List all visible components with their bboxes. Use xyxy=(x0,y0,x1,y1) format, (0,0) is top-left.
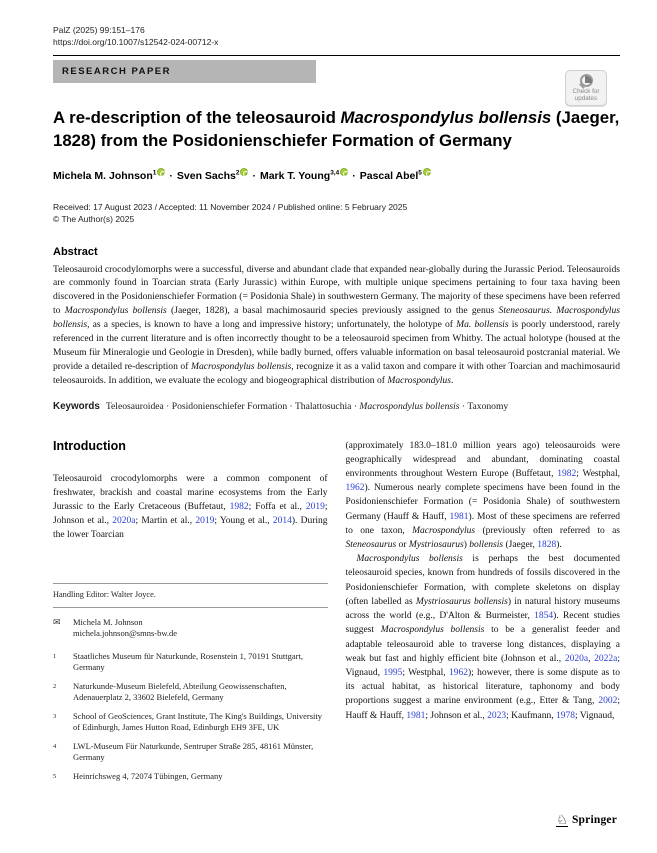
author-list: Michela M. Johnson$^1$ · Sven Sachs$^2$ · Mark T. Young$^{3,4}$ · Pascal Abel$^5$ xyxy=(53,169,620,182)
citation-link[interactable]: 1828 xyxy=(537,540,557,551)
affiliation-2: 2 Naturkunde-Museum Bielefeld, Abteilung Geowissenschaften, Adenauerplatz 2, 33602 Bielefeld, Germany xyxy=(53,680,287,703)
citation-link[interactable]: 1982 xyxy=(557,469,577,480)
citation-link[interactable]: 1995 xyxy=(383,667,403,678)
check-updates-label-2: updates xyxy=(574,95,598,102)
copyright-line: © The Author(s) 2025 xyxy=(53,213,135,224)
keywords-line xyxy=(53,401,620,412)
two-column-body xyxy=(53,439,620,790)
orcid-icon[interactable] xyxy=(157,168,165,176)
citation-link[interactable]: 1981 xyxy=(406,710,426,721)
left-column xyxy=(53,439,328,790)
author-1: Michela M. Johnson$^1$ xyxy=(53,170,165,182)
citation-link[interactable]: 1854 xyxy=(534,611,554,622)
right-column xyxy=(346,439,621,790)
publisher-footer xyxy=(556,813,617,827)
contact-email[interactable]: michela.johnson@smns-bw.de xyxy=(73,628,178,639)
citation-link[interactable]: 1962 xyxy=(345,483,365,494)
citation-link[interactable]: 2002 xyxy=(598,696,618,707)
footnote-rule-top xyxy=(53,583,328,584)
doi-link[interactable]: https://doi.org/10.1007/s12542-024-00712-x xyxy=(53,37,219,47)
publisher-name: Springer xyxy=(571,814,617,826)
citation-link[interactable]: 2022a xyxy=(594,653,618,664)
keywords-label: Keywords xyxy=(53,400,100,412)
citation-link[interactable]: 1978 xyxy=(555,710,575,721)
article-type-banner: RESEARCH PAPER xyxy=(53,60,316,83)
crossmark-icon xyxy=(580,74,593,87)
envelope-icon: ✉ xyxy=(53,616,61,627)
history-dates: Received: 17 August 2023 / Accepted: 11 November 2024 / Published online: 5 February 2025 xyxy=(53,201,408,212)
affiliation-3: 3 School of GeoSciences, Grant Institute, The King's Buildings, University of Edinburgh, James Hutton Road, Edinburgh EH9 3FE, UK xyxy=(53,710,323,733)
orcid-icon[interactable] xyxy=(240,168,248,176)
citation-link[interactable]: 2020a xyxy=(112,516,136,527)
orcid-icon[interactable] xyxy=(340,168,348,176)
affiliation-4: 4 LWL-Museum Für Naturkunde, Sentruper Straße 285, 48161 Münster, Germany xyxy=(53,740,314,763)
citation-link[interactable]: 2014 xyxy=(272,516,292,527)
affiliation-1: 1 Staatliches Museum für Naturkunde, Rosenstein 1, 70191 Stuttgart, Germany xyxy=(53,650,303,673)
footnote-block xyxy=(53,583,328,783)
citation-link[interactable]: 2019 xyxy=(305,502,325,513)
journal-reference: PalZ (2025) 99:151–176 xyxy=(53,25,145,35)
orcid-icon[interactable] xyxy=(423,168,431,176)
corresponding-author-block xyxy=(53,617,328,640)
contact-name: Michela M. Johnson xyxy=(73,616,143,627)
citation-link[interactable]: 1981 xyxy=(449,511,469,522)
citation-link[interactable]: 2023 xyxy=(487,710,507,721)
article-title: A re-description of the teleosauroid Macrospondylus bollensis (Jaeger, 1828) from the Posidonienschiefer Formation of Germany xyxy=(53,108,620,150)
citation-link[interactable]: 1962 xyxy=(449,667,468,678)
check-for-updates-button[interactable] xyxy=(565,70,607,106)
intro-paragraph-right-1: (approximately 183.0–181.0 million years ago) teleosauroids were geographically widespread and abundant, dominating coastal environments throughout Western Europe (Buffetaut, 1982; Westphal, 1962). Numerous nearly complete specimens have been found in the Posidonienschiefer Formation (= Posidonia Shale) of southwestern Germany (Hauff & Hauff, 1981). Most of these specimens are referred to one taxon, Macrospondylus (previously often referred to as Steneosaurus or Mystriosaurus) bollensis (Jaeger, 1828). xyxy=(345,440,620,551)
header-rule xyxy=(53,55,620,56)
citation-link[interactable]: 2019 xyxy=(195,516,215,527)
handling-editor-note: Handling Editor: Walter Joyce. xyxy=(53,589,156,599)
abstract-heading: Abstract xyxy=(53,245,98,258)
intro-paragraph-left: Teleosauroid crocodylomorphs were a common component of freshwater, brackish and coastal marine ecosystems from the Early Jurassic to the Early Cretaceous (Buffetaut, 1982; Foffa et al., 2019; Johnson et al., 2020a; Martin et al., 2019; Young et al., 2014). During the lower Toarcian xyxy=(53,473,328,541)
check-updates-label-1: Check for xyxy=(572,88,600,95)
author-3: Mark T. Young$^{3,4}$ xyxy=(260,170,348,182)
keywords-text: Teleosauroidea · Posidonienschiefer Formation · Thalattosuchia · Macrospondylus bollensis · Taxonomy xyxy=(105,400,509,412)
footnote-rule-bottom xyxy=(53,607,328,608)
springer-logo-icon: ♘ xyxy=(556,812,568,827)
affiliation-5: 5 Heinrichsweg 4, 72074 Tübingen, Germany xyxy=(53,770,223,781)
citation-link[interactable]: 1982 xyxy=(229,502,249,513)
intro-paragraph-right-2: Macrospondylus bollensis is perhaps the best documented teleosauroid species, known from hundreds of fossils discovered in the Posidonienschiefer Formation, with complete skeletons on display (often labelled as Mystriosaurus bollensis) in natural history museums across the world (e.g., D'Alton & Burmeister, 1854). Recent studies suggest Macrospondylus bollensis to be a generalist feeder and adaptable teleosauroid able to traverse long distances, displaying a weak but fast and highly efficient bite (Johnson et al., 2020a, 2022a; Vignaud, 1995; Westphal, 1962); however, there is some dispute as to its actual habitat, as historical literature, taphonomy and body proportions suggest a marine environment (e.g., Etter & Tang, 2002; Hauff & Hauff, 1981; Johnson et al., 2023; Kaufmann, 1978; Vignaud, xyxy=(345,554,620,721)
citation-link[interactable]: 2020a xyxy=(564,653,589,664)
author-4: Pascal Abel$^5$ xyxy=(360,170,431,182)
section-heading-introduction: Introduction xyxy=(53,438,126,453)
abstract-text: Teleosauroid crocodylomorphs were a successful, diverse and abundant clade that expanded near-globally during the Jurassic Period. Teleosauroids are commonly found in Toarcian strata (Early Jurassic) within Europe, with multiple unique specimens pertaining to four taxa having been discovered in the Posidonienschiefer Formation (= Posidonia Shale) in southwestern Germany. The majority of these specimens have been referred to Macrospondylus bollensis (Jaeger, 1828), a basal machimosaurid species previously assigned to the genus Steneosaurus. Macrospondylus bollensis, as a species, is known to have a long and impressive history; unfortunately, the holotype of Ma. bollensis is poorly understood, rarely referenced in the current literature and is often incorrectly thought to be a teleosauroid specimen from Whitby. The actual holotype (housed at the Museum für Mineralogie und Geologie in Dresden), while badly burned, offers valuable information on basal teleosauroid postcranial material. We provide a detailed re-description of Macrospondylus bollensis, recognize it as a valid taxon and compare it with other Toarcian and machimosaurid teleosauroids. In addition, we evaluate the ecology and biogeographical distribution of Macrospondylus. xyxy=(53,263,621,386)
author-2: Sven Sachs$^2$ xyxy=(177,170,249,182)
